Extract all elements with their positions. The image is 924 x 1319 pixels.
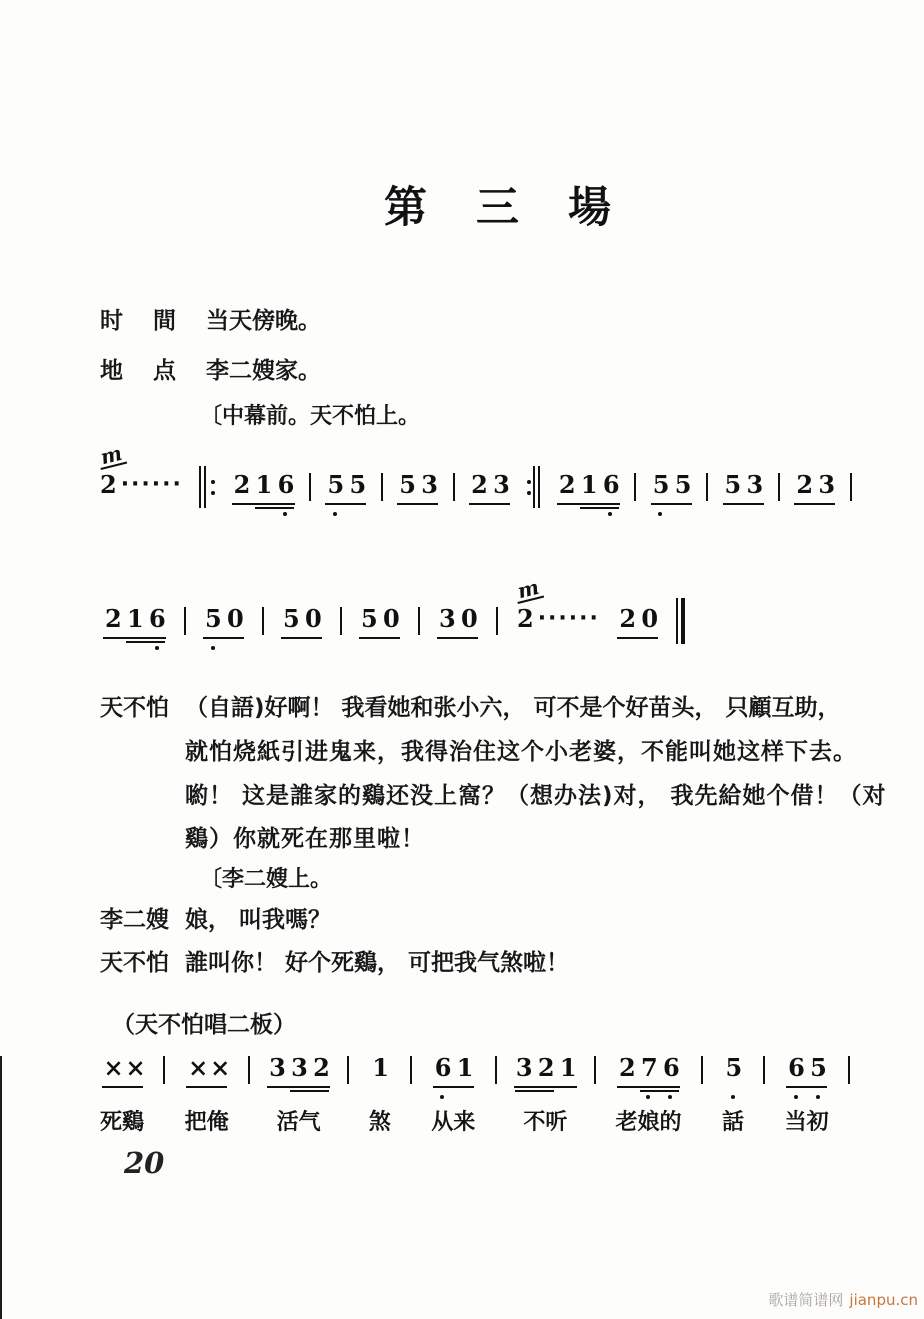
low-octave-dot (155, 646, 159, 650)
note-digit: 5 (361, 604, 378, 633)
note-digit: 3 (493, 470, 510, 499)
beam-underline (433, 1086, 474, 1088)
beam-underline (281, 637, 322, 639)
barline (701, 1056, 703, 1084)
beam-underline (723, 503, 764, 505)
note-row (725, 472, 762, 510)
lyric: 从来 (431, 1110, 476, 1135)
barline (309, 473, 311, 501)
barline (848, 1056, 850, 1084)
dialogue-text: 喲！ 这是誰家的鷄还没上窩？（想办法)对， 我先給她个借！（对 (185, 783, 887, 809)
beam-underline (514, 1086, 577, 1088)
note-group (234, 472, 293, 510)
repeat-dot (527, 480, 531, 484)
song-cue: （天不怕唱二板） (112, 1012, 296, 1038)
note-group (369, 1055, 391, 1136)
repeat-dots (527, 480, 531, 495)
barline (184, 607, 186, 635)
note-digit: 0 (227, 604, 244, 633)
beam-underline (103, 637, 166, 639)
note-digit: 2 (233, 470, 251, 499)
note-row (372, 1055, 387, 1093)
speaker-name: 天不怕 (100, 695, 169, 721)
low-octave-dot (211, 646, 215, 650)
final-bar-thin (676, 598, 678, 644)
page-title: 第 三 場 (384, 183, 613, 233)
note-digit: 2 (313, 1053, 330, 1082)
note-group (615, 1055, 681, 1136)
note-row (234, 472, 293, 510)
barline (850, 473, 852, 501)
meta-time-value: 当天傍晚。 (206, 308, 322, 334)
note-row (471, 472, 508, 510)
note-digit: 5 (399, 470, 416, 499)
note-digit: 6 (434, 1053, 452, 1082)
dialogue-text: （自語)好啊！ 我看她和张小六， 可不是个好苗头， 只顧互助， (185, 695, 841, 721)
note-digit: 2 (471, 470, 488, 499)
note-group (722, 1055, 744, 1136)
note-group (439, 606, 476, 644)
meta-place-label: 地 点 (100, 358, 177, 384)
beam-underline (102, 1086, 143, 1088)
meta-time (100, 302, 321, 335)
lyric: 死鷄 (100, 1110, 145, 1135)
final-barline (676, 598, 685, 644)
dialogue-text: 誰叫你！ 好个死鷄， 可把我气煞啦！ (185, 950, 570, 976)
low-octave-dot (283, 512, 287, 516)
low-octave-dot (658, 512, 662, 516)
note-row (327, 470, 367, 510)
sub-beam-underline (640, 1090, 679, 1092)
note-digit: 5 (724, 470, 742, 499)
low-octave-dot (816, 1095, 820, 1099)
stage-direction-opening: 〔中幕前。天不怕上。 (200, 404, 421, 429)
tremolo-note (98, 440, 183, 499)
dialogue-text: 娘， 叫我嗎？ (185, 907, 332, 933)
page-number: 20 (124, 1146, 165, 1180)
barline (418, 607, 420, 635)
note-digit: 5 (652, 470, 670, 499)
note-digit: × (125, 1053, 146, 1082)
note-digit: 5 (349, 470, 367, 499)
note-row (619, 1055, 678, 1093)
note-group (399, 472, 436, 510)
beam-underline (557, 503, 620, 505)
note-digit: 5 (810, 1053, 827, 1082)
note-digit: 2 (618, 1053, 636, 1082)
low-octave-dot (646, 1095, 650, 1099)
lyric: 老娘的 (615, 1110, 682, 1135)
note-group (269, 1055, 328, 1136)
note-group (559, 472, 618, 510)
speaker-name: 天不怕 (100, 950, 169, 976)
note-row (435, 1055, 472, 1093)
barline (778, 473, 780, 501)
duration-dots: ······ (120, 472, 183, 497)
note-digit: 0 (461, 604, 478, 633)
repeat-barline (533, 466, 535, 508)
note-row (361, 606, 398, 644)
note-digit: 2 (105, 604, 122, 633)
note-digit: 6 (277, 470, 295, 499)
note-digit: 2 (517, 604, 534, 633)
note-group (100, 1055, 144, 1136)
low-octave-dot (731, 1095, 735, 1099)
note-group (431, 1055, 475, 1136)
note-group (361, 606, 398, 644)
barline (381, 473, 383, 501)
repeat-dot (527, 491, 531, 495)
note-group (725, 472, 762, 510)
watermark-site-url[interactable]: jianpu.cn (849, 1291, 918, 1309)
barline (634, 473, 636, 501)
lyric: 活气 (276, 1110, 321, 1135)
repeat-barline (204, 466, 206, 508)
barline (594, 1056, 596, 1084)
note-digit: 6 (662, 1053, 680, 1082)
sub-beam-underline (126, 641, 165, 643)
beam-underline (359, 637, 400, 639)
beam-underline (617, 637, 658, 639)
note-group (205, 606, 242, 644)
note-digit: × (188, 1053, 209, 1082)
duration-dots: ······ (537, 606, 600, 631)
music-line-1 (98, 440, 852, 510)
music-line-3 (100, 1055, 850, 1136)
barline (453, 473, 455, 501)
beam-underline (186, 1086, 227, 1088)
note-row (619, 604, 659, 644)
note-group (471, 472, 508, 510)
barline (262, 607, 264, 635)
note-digit: 6 (602, 470, 620, 499)
sub-beam-underline (290, 1090, 329, 1092)
note-digit: 0 (305, 604, 322, 633)
beam-underline (786, 1086, 827, 1088)
note-digit: 3 (746, 470, 764, 499)
note-row (439, 606, 476, 644)
note-digit: 3 (515, 1053, 533, 1082)
note-digit: 5 (674, 470, 692, 499)
final-bar-thick (681, 598, 685, 644)
note-digit: 2 (100, 470, 117, 499)
sub-beam-underline (515, 1090, 554, 1092)
note-digit: 3 (421, 470, 438, 499)
note-digit: 1 (456, 1053, 474, 1082)
note-digit: 1 (580, 470, 598, 499)
low-octave-dot (333, 512, 337, 516)
scan-artifact-line (0, 1056, 2, 1319)
note-digit: × (103, 1053, 124, 1082)
note-digit: 2 (619, 604, 637, 633)
note-digit: 0 (383, 604, 400, 633)
music-line-2 (105, 574, 685, 644)
meta-place (100, 352, 321, 385)
note-digit: 1 (255, 470, 273, 499)
low-octave-dot (440, 1095, 444, 1099)
note-row (653, 472, 690, 510)
note-digit: 5 (283, 604, 300, 633)
note-digit: 3 (291, 1053, 308, 1082)
watermark-site-name: 歌谱简谱网 (768, 1291, 844, 1309)
stage-direction-enter: 〔李二嫂上。 (200, 867, 333, 892)
note-row (103, 1053, 146, 1093)
note-group (653, 472, 690, 510)
repeat-dot (211, 491, 215, 495)
beam-underline (267, 1086, 330, 1088)
note-digit: 2 (537, 1053, 555, 1082)
dialogue-row (100, 689, 841, 722)
note-digit: 5 (725, 1053, 743, 1082)
note-group (785, 1055, 829, 1136)
lyric: 把俺 (184, 1110, 229, 1135)
barline (706, 473, 708, 501)
note-row (796, 470, 836, 510)
note-row (205, 606, 242, 644)
repeat-dot (211, 480, 215, 484)
repeat-barline (538, 466, 540, 508)
low-octave-dot (608, 512, 612, 516)
note-group (185, 1055, 229, 1136)
beam-underline (469, 503, 510, 505)
dialogue-text: 鷄）你就死在那里啦！ (185, 826, 425, 852)
lyric: 当初 (784, 1110, 829, 1135)
note-row (105, 606, 164, 644)
note-row (516, 1055, 575, 1093)
low-octave-dot (668, 1095, 672, 1099)
tremolo-icon: m (513, 577, 544, 604)
note-digit: 3 (269, 1053, 286, 1082)
barline (410, 1056, 412, 1084)
low-octave-dot (794, 1095, 798, 1099)
sub-beam-underline (580, 507, 619, 509)
note-row (283, 606, 320, 644)
barline (163, 1056, 165, 1084)
note-row (399, 472, 436, 510)
note-digit: 1 (559, 1053, 577, 1082)
repeat-begin-sign (199, 466, 217, 508)
lyric: 煞 (368, 1110, 391, 1135)
repeat-dots (211, 480, 215, 495)
barline (347, 1056, 349, 1084)
note-group (516, 1055, 575, 1136)
beam-underline (437, 637, 478, 639)
note-digit: 2 (558, 470, 576, 499)
note-group (105, 606, 164, 644)
beam-underline (794, 503, 835, 505)
note-digit: 3 (818, 470, 836, 499)
repeat-end-sign (525, 466, 543, 508)
barline (495, 1056, 497, 1084)
beam-underline (617, 1086, 680, 1088)
note-row (269, 1055, 328, 1093)
lyric: 不听 (523, 1110, 568, 1135)
note-group (619, 604, 659, 644)
meta-time-label: 时 間 (100, 308, 177, 334)
tremolo-icon: m (96, 443, 127, 470)
dialogue-text: 就怕烧紙引进鬼来，我得治住这个小老婆，不能叫她这样下去。 (185, 739, 857, 765)
note-row (726, 1055, 741, 1093)
barline (496, 607, 498, 635)
sub-beam-underline (255, 507, 294, 509)
barline (248, 1056, 250, 1084)
note-row (559, 472, 618, 510)
barline (763, 1056, 765, 1084)
note-digit: 3 (439, 604, 456, 633)
note-group (327, 470, 367, 510)
note-digit: 5 (327, 470, 345, 499)
beam-underline (325, 503, 366, 505)
note-digit: 1 (372, 1053, 389, 1082)
dialogue-row (100, 944, 569, 977)
repeat-barline (199, 466, 201, 508)
beam-underline (397, 503, 438, 505)
dialogue-row (100, 901, 331, 934)
note-digit: 7 (640, 1053, 658, 1082)
note-digit: 0 (641, 604, 659, 633)
meta-place-value: 李二嫂家。 (206, 358, 322, 384)
note-group (796, 470, 836, 510)
speaker-name: 李二嫂 (100, 907, 169, 933)
note-digit: 6 (788, 1053, 805, 1082)
tremolo-note (515, 574, 600, 633)
watermark (768, 1289, 918, 1310)
note-digit: 1 (127, 604, 144, 633)
lyric: 話 (722, 1110, 745, 1135)
note-group (283, 606, 320, 644)
beam-underline (232, 503, 295, 505)
note-digit: 6 (149, 604, 166, 633)
barline (340, 607, 342, 635)
beam-underline (203, 637, 244, 639)
note-digit: 2 (796, 470, 814, 499)
note-row (788, 1055, 825, 1093)
note-row (188, 1053, 231, 1093)
beam-underline (651, 503, 692, 505)
note-digit: × (210, 1053, 231, 1082)
note-digit: 5 (205, 604, 222, 633)
